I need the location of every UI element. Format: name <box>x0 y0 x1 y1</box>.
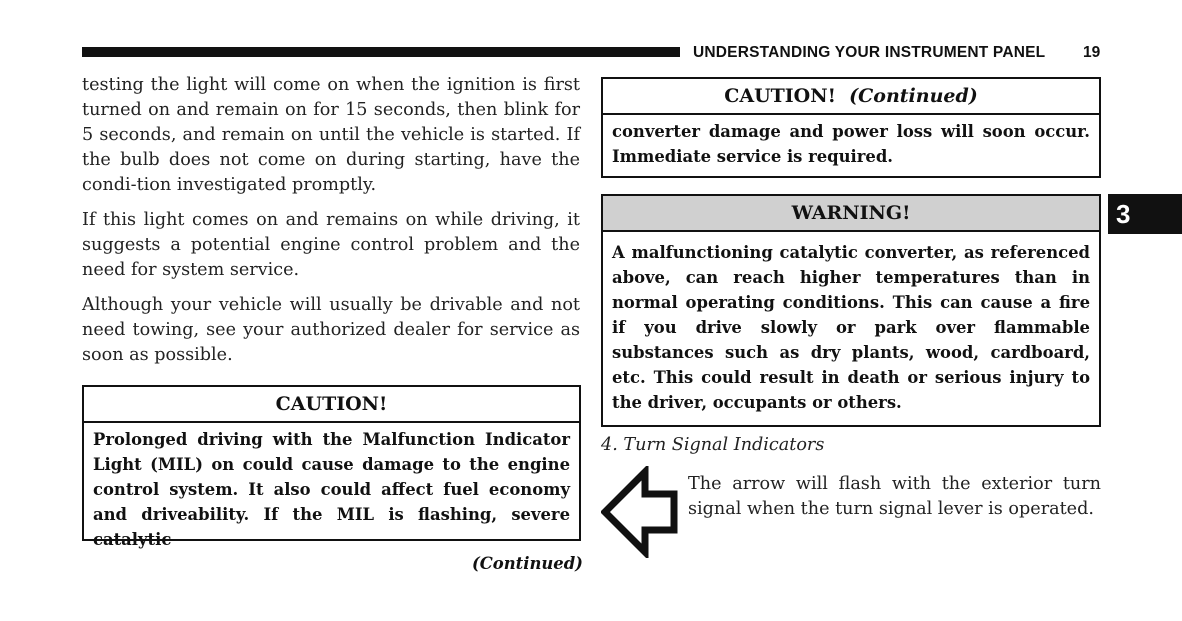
continued-label: (Continued) <box>472 554 583 573</box>
paragraph-mil-testing: testing the light will come on when the ignition is first turned on and remain on for 15 seconds, then blink for 5 seconds, and remain on until the vehicle is started. If the bulb does not come on during starting, have the condi-tion investigated promptly. <box>82 75 580 195</box>
warning-body: A malfunctioning catalytic converter, as referenced above, can reach higher temperatures than in normal operating conditions. This can cause a fire if you drive slowly or park over flammable substances such as dry plants, wood, cardboard, etc. This could result in death or serious injury to the driver, occupants or others. <box>612 243 1090 412</box>
caution-continued-title-text: CAUTION! <box>724 85 836 107</box>
warning-box <box>601 194 1101 427</box>
turn-signal-heading: 4. Turn Signal Indicators <box>601 435 825 455</box>
header-rule <box>82 47 680 57</box>
turn-signal-description: The arrow will flash with the exterior turn signal when the turn signal lever is operated. <box>688 474 1101 519</box>
paragraph-light-on-driving: If this light comes on and remains on while driving, it suggests a potential engine control problem and the need for system service. <box>82 210 580 280</box>
chapter-number: 3 <box>1116 199 1131 229</box>
caution-continued-suffix: (Continued) <box>849 85 978 107</box>
left-column <box>82 73 580 378</box>
page-number: 19 <box>1083 44 1101 61</box>
caution-continued-title <box>603 79 1099 115</box>
caution-continued-box <box>601 77 1101 178</box>
caution-continued-body: converter damage and power loss will soon occur. Immediate service is required. <box>612 122 1090 166</box>
caution-title: CAUTION! <box>84 387 579 423</box>
caution-box <box>82 385 581 549</box>
chapter-tab <box>1108 194 1182 234</box>
warning-title: WARNING! <box>603 196 1099 232</box>
paragraph-drivable: Although your vehicle will usually be drivable and not need towing, see your authorized dealer for service as soon as possible. <box>82 295 580 365</box>
caution-body: Prolonged driving with the Malfunction Indicator Light (MIL) on could cause damage to the engine control system. It also could affect fuel economy and driveability. If the MIL is flashing, severe catalytic <box>93 430 570 549</box>
left-arrow-outline-icon <box>601 466 679 558</box>
running-header-title: UNDERSTANDING YOUR INSTRUMENT PANEL <box>693 44 1046 61</box>
